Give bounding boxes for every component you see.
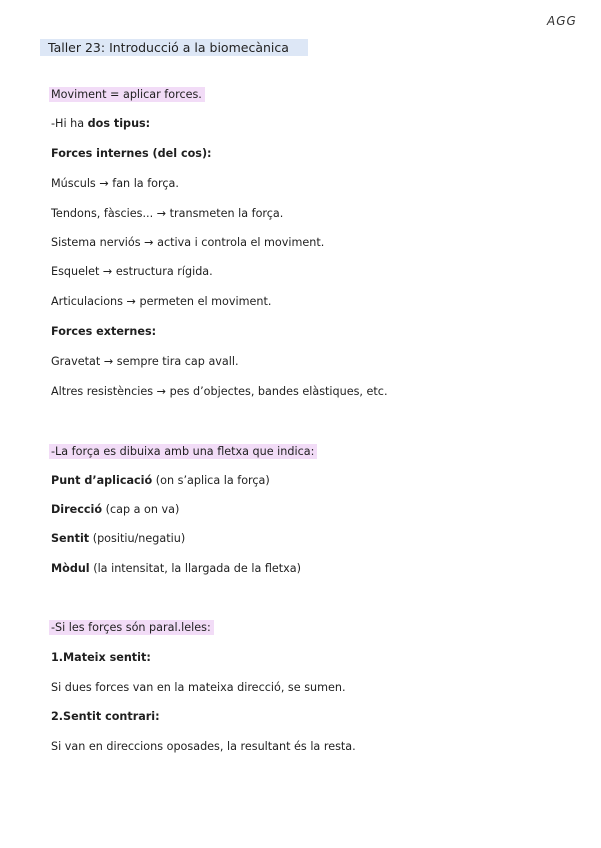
item-term: Gravetat xyxy=(51,355,101,368)
list-item xyxy=(51,384,388,399)
item-term: Mòdul xyxy=(51,562,90,575)
external-forces-heading: Forces externes: xyxy=(51,325,157,338)
item-desc: (positiu/negatiu) xyxy=(92,532,186,545)
section1-heading xyxy=(51,87,205,102)
arrow-right-icon: → xyxy=(156,385,167,398)
section1-heading-text: Moviment = aplicar forces. xyxy=(49,87,205,102)
item-desc: transmeten la força. xyxy=(169,207,284,220)
list-item xyxy=(51,176,179,191)
author-initials: AGG xyxy=(547,14,577,28)
section3-heading-text: -Si les forçes són paral.leles: xyxy=(49,620,214,635)
list-item xyxy=(51,561,301,576)
section2-heading-text: -La força es dibuixa amb una fletxa que indica: xyxy=(49,444,317,459)
item-term: Punt d’aplicació xyxy=(51,474,153,487)
list-item xyxy=(51,502,179,517)
list-item xyxy=(51,294,271,309)
types-intro-bold: dos tipus: xyxy=(87,117,151,130)
item-desc: (la intensitat, la llargada de la fletxa) xyxy=(93,562,302,575)
item-term: Direcció xyxy=(51,503,103,516)
item-desc: activa i controla el moviment. xyxy=(157,236,325,249)
item-desc: pes d’objectes, bandes elàstiques, etc. xyxy=(169,385,388,398)
types-intro xyxy=(51,116,150,131)
list-item xyxy=(51,235,324,250)
item-desc: permeten el moviment. xyxy=(139,295,272,308)
item-desc: estructura rígida. xyxy=(115,265,213,278)
list-item xyxy=(51,473,270,488)
subheading-opposite-direction: 2.Sentit contrari: xyxy=(51,710,160,723)
arrow-right-icon: → xyxy=(144,236,154,249)
item-desc: fan la força. xyxy=(112,177,179,190)
item-term: Músculs xyxy=(51,177,96,190)
item-desc: sempre tira cap avall. xyxy=(116,355,239,368)
types-intro-prefix: -Hi ha xyxy=(51,117,88,130)
item-desc: (on s’aplica la força) xyxy=(155,474,270,487)
list-item xyxy=(51,354,239,369)
section2-heading xyxy=(51,444,317,459)
internal-forces-heading: Forces internes (del cos): xyxy=(51,147,212,160)
paragraph-opposite-direction: Si van en direccions oposades, la resultant és la resta. xyxy=(51,740,356,753)
page-title: Taller 23: Introducció a la biomecànica xyxy=(40,39,308,56)
arrow-right-icon: → xyxy=(102,265,113,278)
section3-heading xyxy=(51,620,214,635)
list-item xyxy=(51,206,283,221)
arrow-right-icon: → xyxy=(103,355,114,368)
paragraph-same-direction: Si dues forces van en la mateixa direcció, se sumen. xyxy=(51,681,346,694)
arrow-right-icon: → xyxy=(99,177,109,190)
item-term: Sentit xyxy=(51,532,90,545)
item-term: Altres resistències xyxy=(51,385,154,398)
list-item xyxy=(51,531,185,546)
arrow-right-icon: → xyxy=(126,295,136,308)
arrow-right-icon: → xyxy=(156,207,167,220)
item-term: Esquelet xyxy=(51,265,100,278)
list-item xyxy=(51,264,213,279)
item-term: Sistema nerviós xyxy=(51,236,141,249)
item-desc: (cap a on va) xyxy=(105,503,180,516)
subheading-same-direction: 1.Mateix sentit: xyxy=(51,651,151,664)
item-term: Articulacions xyxy=(51,295,123,308)
item-term: Tendons, fàscies... xyxy=(51,207,154,220)
